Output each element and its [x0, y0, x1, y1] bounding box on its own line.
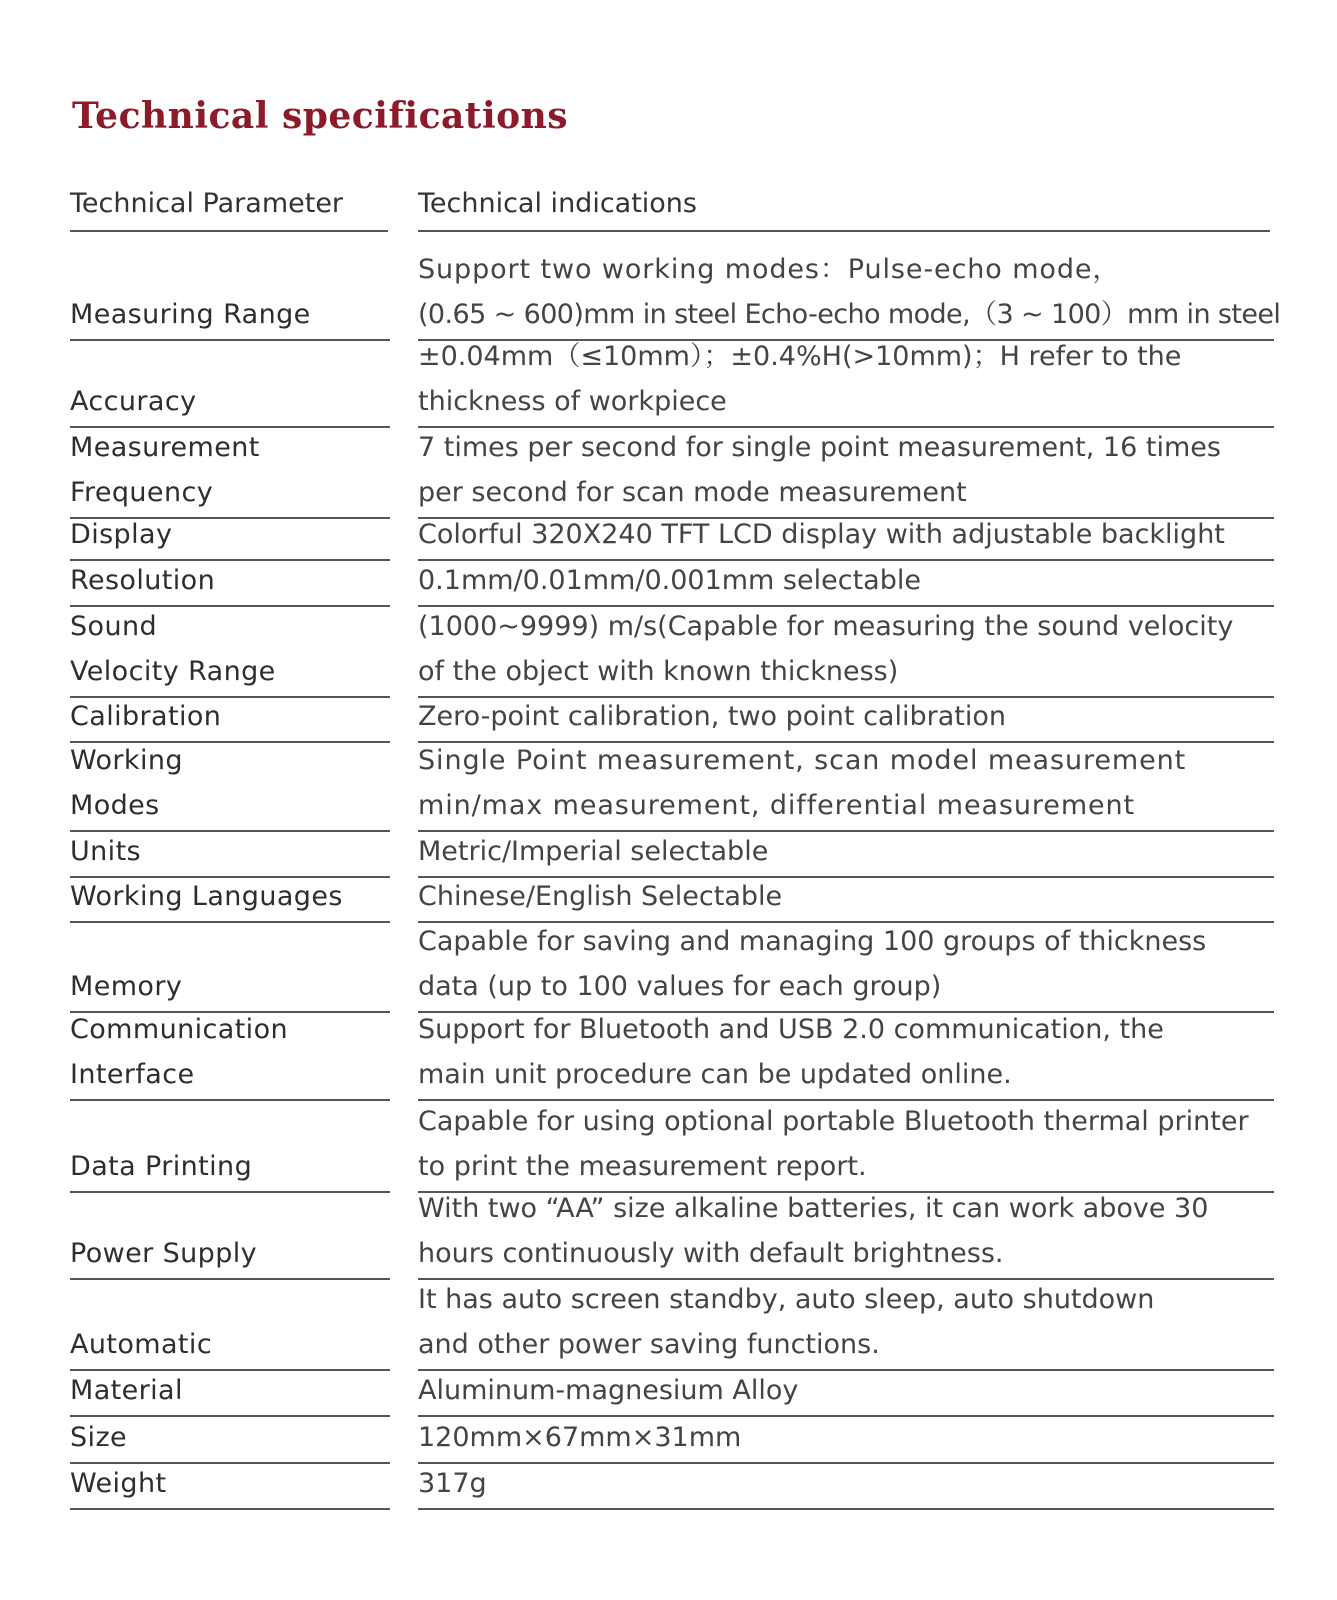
spec-parameter-text: Weight — [70, 1467, 167, 1499]
spec-indication-text: thickness of workpiece — [418, 385, 727, 417]
spec-indication-text: to print the measurement report. — [418, 1150, 867, 1182]
spec-parameter-cell — [70, 923, 390, 1013]
spec-indication-text: Metric/Imperial selectable — [418, 835, 769, 867]
spec-parameter-text: Working Languages — [70, 880, 343, 912]
spec-parameter-text: Accuracy — [70, 385, 197, 417]
column-header-parameter: Technical Parameter — [70, 184, 388, 232]
spec-parameter-text: Data Printing — [70, 1150, 253, 1182]
spec-indication-text: 317g — [418, 1467, 487, 1499]
spec-indication-text: 120mm×67mm×31mm — [418, 1421, 742, 1453]
spec-indication-text: 0.1mm/0.01mm/0.001mm selectable — [418, 564, 921, 596]
spec-indication-cell — [418, 607, 1274, 698]
spec-indication-text: Zero-point calibration, two point calibration — [418, 700, 1006, 732]
spec-parameter-text: Material — [70, 1374, 183, 1406]
spec-indication-cell — [418, 1101, 1274, 1193]
spec-indication-cell — [418, 1280, 1274, 1371]
spec-indication-cell — [418, 878, 1274, 923]
spec-parameter-text: Interface — [70, 1058, 195, 1090]
spec-indication-text: ±0.04mm（≤10mm）；±0.4%H(>10mm)；H refer to the — [418, 341, 1182, 372]
spec-parameter-text: Display — [70, 518, 173, 550]
spec-indication-text: and other power saving functions. — [418, 1328, 880, 1360]
spec-parameter-text: Measurement — [70, 432, 260, 463]
spec-parameter-cell — [70, 1280, 390, 1371]
spec-parameter-cell — [70, 561, 390, 607]
spec-parameter-text: Modes — [70, 789, 160, 821]
spec-parameter-text: Velocity Range — [70, 655, 276, 687]
spec-indication-cell — [418, 341, 1274, 428]
spec-indication-text: min/max measurement, differential measurement — [418, 789, 1136, 821]
spec-parameter-cell — [70, 1101, 390, 1193]
spec-indication-cell — [418, 743, 1274, 832]
spec-parameter-cell — [70, 1013, 390, 1101]
spec-parameter-cell — [70, 519, 390, 561]
spec-indication-cell — [418, 1371, 1274, 1417]
spec-indication-text: data (up to 100 values for each group) — [418, 970, 942, 1002]
spec-indication-cell — [418, 698, 1274, 743]
spec-parameter-cell — [70, 1417, 390, 1464]
spec-parameter-text: Working — [70, 745, 183, 776]
column-header-indications: Technical indications — [418, 184, 1270, 232]
spec-indication-text: Capable for using optional portable Bluetooth thermal printer — [418, 1106, 1249, 1137]
spec-parameter-text: Memory — [70, 970, 183, 1002]
spec-indication-text: Single Point measurement, scan model measurement — [418, 745, 1187, 776]
spec-parameter-cell — [70, 743, 390, 832]
spec-indication-text: Capable for saving and managing 100 groups of thickness — [418, 926, 1207, 957]
page-title: Technical specifications — [72, 95, 569, 137]
spec-parameter-text: Power Supply — [70, 1237, 258, 1269]
spec-indication-text: Support two working modes：Pulse-echo mode， — [418, 254, 1121, 285]
spec-parameter-cell — [70, 341, 390, 428]
spec-indication-text: 7 times per second for single point measurement, 16 times — [418, 432, 1221, 463]
spec-parameter-cell — [70, 428, 390, 519]
spec-indication-cell — [418, 561, 1274, 607]
spec-indication-cell — [418, 428, 1274, 519]
spec-parameter-cell — [70, 832, 390, 878]
spec-parameter-text: Resolution — [70, 564, 216, 596]
spec-indication-text: main unit procedure can be updated online. — [418, 1058, 1012, 1090]
spec-parameter-cell — [70, 1464, 390, 1510]
spec-indication-cell — [418, 1013, 1274, 1101]
spec-indication-cell — [418, 1193, 1274, 1280]
spec-parameter-cell — [70, 698, 390, 743]
spec-parameter-text: Frequency — [70, 476, 214, 508]
spec-indication-text: Colorful 320X240 TFT LCD display with adjustable backlight — [418, 518, 1225, 550]
spec-indication-text: It has auto screen standby, auto sleep, auto shutdown — [418, 1284, 1155, 1315]
spec-parameter-text: Size — [70, 1421, 128, 1453]
spec-indication-cell — [418, 519, 1274, 561]
spec-parameter-text: Calibration — [70, 700, 222, 732]
spec-parameter-cell — [70, 878, 390, 923]
spec-parameter-text: Automatic — [70, 1328, 213, 1360]
spec-indication-text: (1000~9999) m/s(Capable for measuring the sound velocity — [418, 611, 1234, 642]
spec-indication-cell — [418, 832, 1274, 878]
spec-indication-text: Chinese/English Selectable — [418, 880, 783, 912]
spec-parameter-cell — [70, 1193, 390, 1280]
spec-indication-cell — [418, 250, 1281, 341]
spec-indication-text: hours continuously with default brightness. — [418, 1237, 1004, 1269]
spec-indication-text: (0.65 ~ 600)mm in steel Echo-echo mode,（3 ~ 100）mm in steel — [418, 298, 1281, 330]
spec-indication-text: Support for Bluetooth and USB 2.0 communication, the — [418, 1014, 1164, 1045]
spec-indication-text: per second for scan mode measurement — [418, 476, 967, 508]
spec-indication-text: With two “AA” size alkaline batteries, it can work above 30 — [418, 1193, 1209, 1224]
spec-parameter-text: Sound — [70, 611, 158, 642]
spec-parameter-text: Measuring Range — [70, 298, 311, 330]
spec-parameter-text: Units — [70, 835, 142, 867]
spec-parameter-cell — [70, 1371, 390, 1417]
spec-indication-cell — [418, 1464, 1274, 1510]
spec-indication-cell — [418, 1417, 1274, 1464]
spec-indication-text: Aluminum-magnesium Alloy — [418, 1374, 799, 1406]
spec-parameter-cell — [70, 607, 390, 698]
spec-indication-cell — [418, 923, 1274, 1013]
spec-indication-text: of the object with known thickness) — [418, 655, 899, 687]
spec-parameter-text: Communication — [70, 1014, 289, 1045]
spec-parameter-cell — [70, 250, 390, 341]
